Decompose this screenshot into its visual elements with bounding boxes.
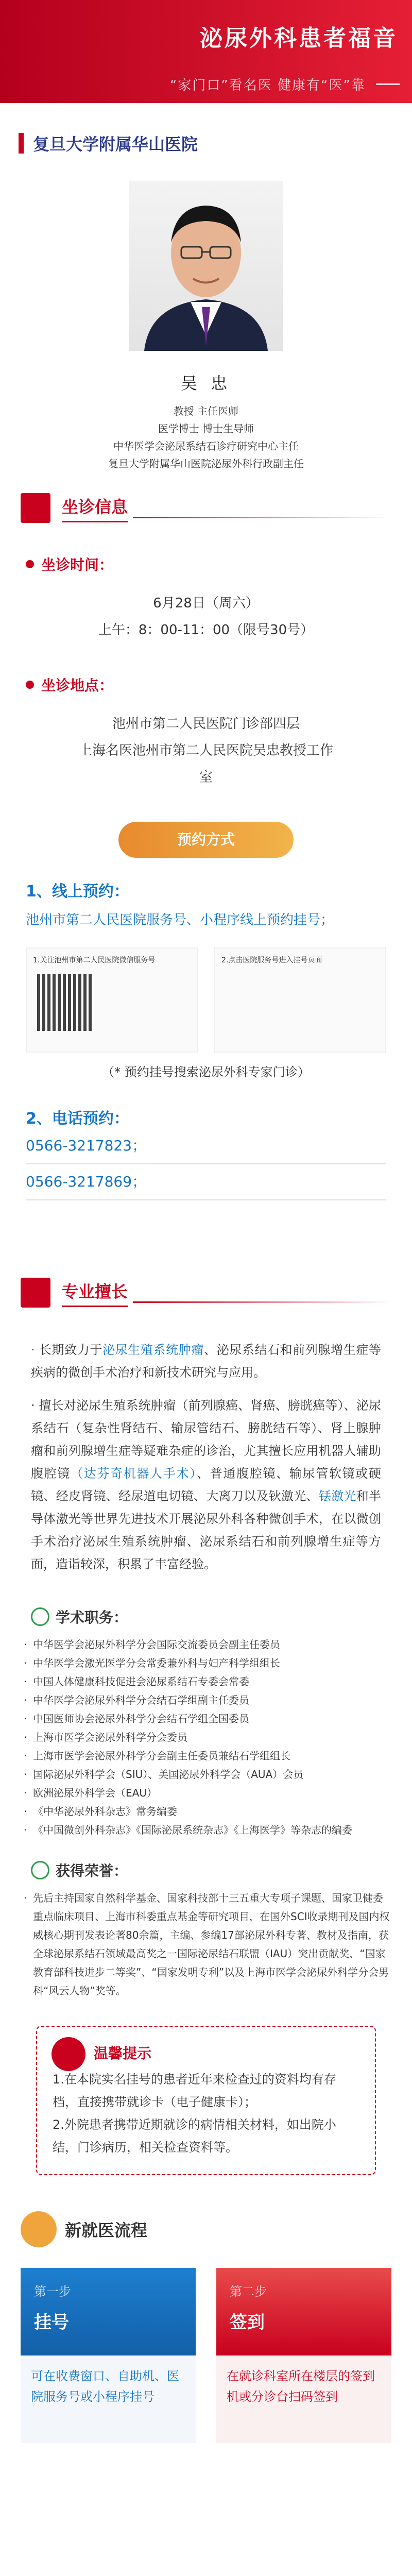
step2-name: 签到 <box>230 2312 265 2333</box>
time-hours: 上午：8：00-11：00（限号30号） <box>98 622 314 638</box>
list-item: · 上海市医学会泌尿外科学分会委员 <box>21 1728 391 1747</box>
step1-description: 可在收费窗口、自助机、医院服务号或小程序挂号 <box>21 2355 196 2443</box>
doctor-name: 吴 忠 <box>180 374 232 393</box>
place-line: 上海名医池州市第二人民医院吴忠教授工作 <box>78 743 333 758</box>
hospital-icon <box>21 2211 57 2247</box>
para2-highlight-2: 铥激光 <box>318 1489 356 1503</box>
reminder-text-2: 2.外院患者携带近期就诊的病情相关材料，如出院小结，门诊病历，相关检查资料等。 <box>53 2117 336 2155</box>
phone-divider <box>26 1199 386 1200</box>
place-label: 坐诊地点： <box>41 677 114 694</box>
academic-list <box>21 1635 391 1839</box>
booking-step-2 <box>214 947 386 1053</box>
doctor-portrait <box>129 181 283 351</box>
step2-number: 第二步 <box>230 2284 267 2299</box>
time-label: 坐诊时间： <box>41 556 114 573</box>
reminder-box <box>36 2026 376 2175</box>
expertise-paragraph-1: · 长期致力于泌尿生殖系统肿瘤、泌尿系结石和前列腺增生症等疾病的微创手术治疗和新技术研究与应用。 <box>31 1343 382 1380</box>
list-item: · 中华医学会泌尿外科学分会国际交流委员会副主任委员 <box>21 1635 391 1654</box>
list-item: · 中华医学会泌尿外科学分会结石学组副主任委员 <box>21 1691 391 1709</box>
list-item: · 《中华泌尿外科杂志》常务编委 <box>21 1802 391 1821</box>
online-booking-label: 1、线上预约： <box>26 883 129 901</box>
para2-highlight: （达芬奇机器人手术） <box>71 1466 197 1481</box>
doctor-title-line: 教授 主任医师 <box>173 405 239 417</box>
phone-number[interactable]: 0566-3217823； <box>26 1137 147 1154</box>
place-label-row <box>26 674 386 695</box>
academic-header <box>31 1606 381 1627</box>
academic-title: 学术职务： <box>56 1609 128 1626</box>
place-line: 池州市第二人民医院门诊部四层 <box>112 716 300 732</box>
phone-number[interactable]: 0566-3217869； <box>26 1173 147 1190</box>
list-item: · 中国人体健康科技促进会泌尿系结石专委会常委 <box>21 1672 391 1691</box>
doctor-title-line: 复旦大学附属华山医院泌尿外科行政副主任 <box>108 457 304 470</box>
online-booking-text: 池州市第二人民医院服务号、小程序线上预约挂号； <box>26 912 334 928</box>
process-header <box>21 2211 391 2247</box>
phone-divider <box>26 1163 386 1164</box>
para2-mid: 、普通腹腔镜、输尿管软镜或硬镜、经皮肾镜、经尿道电切镜、大离刀以及钬激光、 <box>31 1466 382 1503</box>
place-line: 室 <box>199 770 213 785</box>
honors-title: 获得荣誉： <box>56 1862 128 1879</box>
megaphone-icon <box>21 1278 50 1308</box>
list-item: · 《中国微创外科杂志》《国际泌尿系统杂志》《上海医学》等杂志的编委 <box>21 1821 391 1839</box>
para1-post: 、泌尿系结石和前列腺增生症等疾病的微创手术治疗和新技术研究与应用。 <box>31 1343 382 1380</box>
honors-list <box>21 1889 391 2000</box>
bullet-dot-icon <box>26 560 34 568</box>
section-divider <box>133 517 391 518</box>
person-icon <box>31 1607 49 1626</box>
schedule-section-title: 坐诊信息 <box>62 494 128 522</box>
appointment-title-pill: 预约方式 <box>118 822 294 858</box>
para2-post: 和半导体激光等世界先进技术开展泌尿外科各种微创手术，在以微创手术治疗泌尿生殖系统肿瘤、泌尿系结石和前列腺增生症等方面，造诣较深，积累了丰富经验。 <box>31 1489 382 1571</box>
expertise-section-title: 专业擅长 <box>62 1279 128 1307</box>
list-item: · 国际泌尿外科学会（SIU）、美国泌尿外科学会（AUA）会员 <box>21 1765 391 1784</box>
list-item: · 中华医学会激光医学分会常委兼外科与妇产科学组组长 <box>21 1654 391 1672</box>
step2-caption: 2.点击医院服务号进入挂号页面 <box>221 956 322 964</box>
list-item: · 中国医师协会泌尿外科学分会结石学组全国委员 <box>21 1709 391 1728</box>
booking-step-1 <box>26 947 198 1053</box>
process-step-1 <box>21 2268 196 2443</box>
bullet-dot-icon <box>26 681 34 689</box>
reminder-title: 温馨提示 <box>94 2045 152 2062</box>
step1-header <box>21 2268 196 2355</box>
section-divider <box>133 1301 391 1303</box>
header-banner <box>0 0 412 103</box>
portrait-illustration <box>129 181 283 351</box>
hospital-name: 复旦大学附属华山医院 <box>33 134 198 154</box>
honors-header <box>31 1860 381 1880</box>
expertise-paragraph-2: · 擅长对泌尿生殖系统肿瘤（前列腺癌、肾癌、膀胱癌等）、泌尿系结石（复杂性肾结石、输尿管结石、膀胱结石等）、肾上腺肿瘤和前列腺增生症等疑难杂症的诊治，尤其擅长应用机器人辅助腹腔镜（达芬奇机器人手术）、普通腹腔镜、输尿管软镜或硬镜、经皮肾镜、经尿道电切镜、大离刀以及钬激光、铥激光和半导体激光等世界先进技术开展泌尿外科各种微创手术，在以微创手术治疗泌尿生殖系统肿瘤、泌尿系结石和前列腺增生症等方面，造诣较深，积累了丰富经验。 <box>31 1398 382 1571</box>
para1-highlight: 泌尿生殖系统肿瘤 <box>102 1343 204 1357</box>
time-label-row <box>26 554 386 574</box>
process-step-2 <box>216 2268 391 2443</box>
process-title: 新就医流程 <box>65 2221 148 2240</box>
step2-description: 在就诊科室所在楼层的签到机或分诊台扫码签到 <box>216 2355 391 2443</box>
reminder-text-1: 1.在本院实名挂号的患者近年来检查过的资料均有存档，直接携带就诊卡（电子健康卡）； <box>53 2072 336 2109</box>
banner-title: 泌尿外科患者福音 <box>200 25 398 52</box>
hospital-header <box>0 103 412 165</box>
booking-note: （* 预约挂号搜索泌尿外科专家门诊） <box>102 1065 310 1079</box>
step1-name: 挂号 <box>34 2312 69 2333</box>
list-item: · 欧洲泌尿外科学会（EAU） <box>21 1784 391 1802</box>
step1-caption: 1.关注池州市第二人民医院微信服务号 <box>33 956 156 964</box>
megaphone-icon <box>21 493 50 523</box>
time-block <box>0 590 412 643</box>
schedule-section-header <box>21 493 391 523</box>
expertise-section-header <box>21 1278 391 1308</box>
doctor-title-line: 医学博士 博士生导师 <box>158 422 254 435</box>
qr-code-icon <box>37 974 94 1031</box>
para1-pre: 长期致力于 <box>39 1343 102 1357</box>
heart-logo-icon <box>52 2037 85 2071</box>
honors-text: · 先后主持国家自然科学基金、国家科技部十三五重大专项子课题、国家卫健委重点临床项目、上海市科委重点基金等研究项目，在国外SCI收录期刊及国内权威核心期刊发表论著80余篇，主编、参编17部泌尿外科专著、教材及指南，获全球泌尿系结石领域最高奖之一国际泌尿结石联盟（IAU）突出贡献奖、“国家教育部科技进步二等奖”、“国家发明专利”以及上海市医学会泌尿外科学分会男科“风云人物”奖等。 <box>21 1889 391 2000</box>
doctor-title-line: 中华医学会泌尿系结石诊疗研究中心主任 <box>113 440 299 452</box>
booking-steps <box>26 947 386 1050</box>
list-item: · 上海市医学会泌尿外科学分会副主任委员兼结石学组组长 <box>21 1747 391 1765</box>
phone-booking-label: 2、电话预约： <box>26 1110 129 1128</box>
banner-subtitle: “家门口”看名医 健康有“医”靠 <box>169 78 366 93</box>
step1-number: 第一步 <box>34 2284 71 2299</box>
para2-pre: 擅长对泌尿生殖系统肿瘤（前列腺癌、肾癌、膀胱癌等）、泌尿系结石（复杂性肾结石、输尿管结石、膀胱结石等）、肾上腺肿瘤和前列腺增生症等疑难杂症的诊治，尤其擅长应用机器人辅助腹腔镜 <box>31 1398 382 1481</box>
banner-divider <box>376 83 400 85</box>
place-block <box>0 710 412 791</box>
step2-header <box>216 2268 391 2355</box>
process-flow <box>21 2268 391 2443</box>
time-date: 6月28日（周六） <box>153 596 259 611</box>
person-icon <box>31 1861 49 1879</box>
doctor-titles <box>0 402 412 472</box>
hospital-accent-bar <box>19 133 24 154</box>
